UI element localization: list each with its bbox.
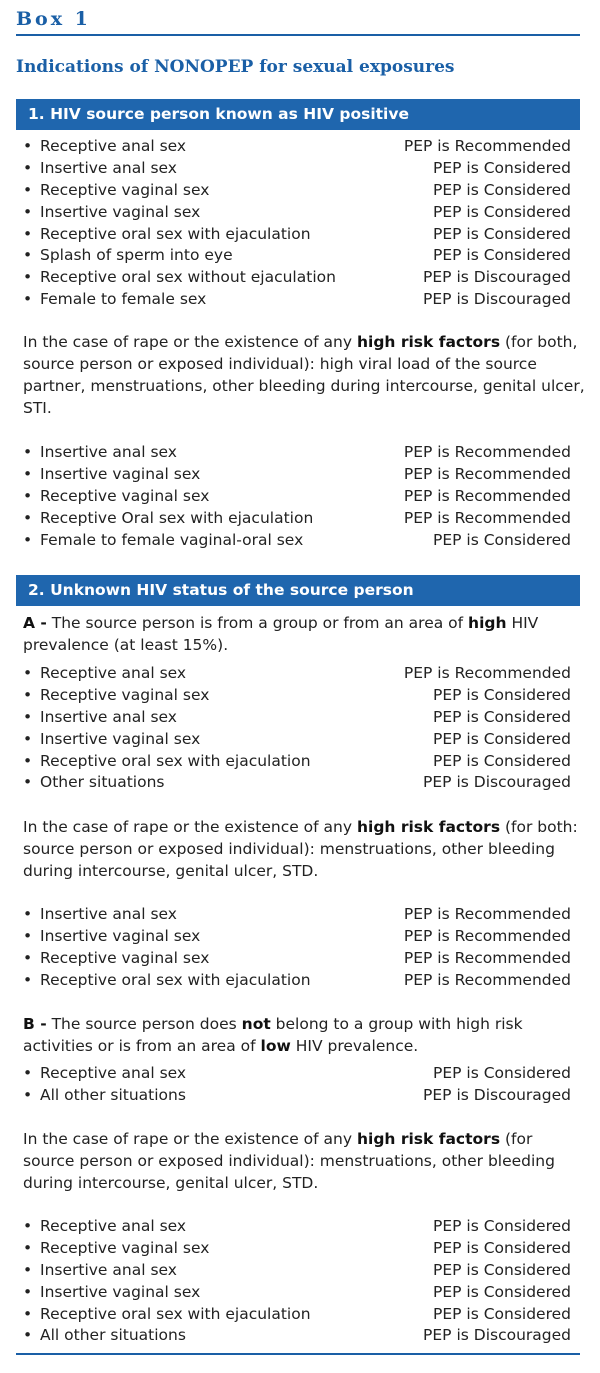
list-item xyxy=(23,1238,571,1260)
list-item xyxy=(23,1325,571,1347)
pep-recommendation: PEP is Discouraged xyxy=(423,1326,571,1345)
para-text: In the case of rape or the existence of any xyxy=(23,1130,357,1148)
item-text: Receptive anal sex xyxy=(40,664,187,682)
item-text: Insertive anal sex xyxy=(40,905,177,923)
bullet-icon: • xyxy=(23,246,33,265)
pep-recommendation: PEP is Considered xyxy=(432,729,571,748)
pep-recommendation: PEP is Considered xyxy=(432,1064,571,1082)
pep-recommendation: PEP is Considered xyxy=(432,202,571,221)
pep-recommendation: PEP is Recommended xyxy=(403,137,571,155)
para-text: belong to a group with high risk activities or is from an area of xyxy=(23,1015,523,1055)
bullet-icon: • xyxy=(23,1238,33,1257)
para-bold: high risk factors xyxy=(356,1130,501,1148)
item-text: All other situations xyxy=(40,1085,186,1104)
para-label: B - xyxy=(23,1015,47,1033)
list-item xyxy=(23,948,571,970)
item-text: Receptive Oral sex with ejaculation xyxy=(40,508,314,527)
item-text: Female to female vaginal-oral sex xyxy=(40,530,304,549)
item-text: Receptive oral sex without ejaculation xyxy=(40,268,336,287)
pep-recommendation: PEP is Recommended xyxy=(403,486,571,505)
bullet-icon: • xyxy=(23,530,33,549)
list-item xyxy=(23,1085,571,1107)
bullet-icon: • xyxy=(23,290,33,309)
pep-recommendation: PEP is Considered xyxy=(432,1217,571,1235)
pep-recommendation: PEP is Discouraged xyxy=(423,290,571,309)
list-item xyxy=(23,530,571,552)
item-text: Receptive oral sex with ejaculation xyxy=(40,224,311,243)
section-1-list-2 xyxy=(23,442,571,551)
bullet-icon: • xyxy=(23,202,33,221)
para-text: (for source person or exposed individual): menstruations, other bleeding during intercourse, genital ulcer, STD. xyxy=(23,1130,555,1192)
list-item xyxy=(23,707,571,729)
bullet-icon: • xyxy=(23,970,33,989)
para-text: HIV prevalence. xyxy=(290,1037,419,1055)
item-text: Receptive oral sex with ejaculation xyxy=(40,970,311,989)
section-2a-list-2 xyxy=(23,904,571,992)
list-item xyxy=(23,486,571,508)
list-item xyxy=(23,685,571,707)
para-bold: high risk factors xyxy=(356,333,501,351)
para-text: The source person does xyxy=(46,1015,242,1033)
bullet-icon: • xyxy=(23,268,33,287)
bottom-rule xyxy=(16,1353,580,1355)
bullet-icon: • xyxy=(23,486,33,505)
bullet-icon: • xyxy=(23,1304,33,1323)
list-item xyxy=(23,729,571,751)
section-1-list-1 xyxy=(23,136,571,311)
para-bold: low xyxy=(260,1037,291,1055)
pep-recommendation: PEP is Recommended xyxy=(403,464,571,483)
list-item xyxy=(23,751,571,773)
list-item xyxy=(23,442,571,464)
bullet-icon: • xyxy=(23,1282,33,1301)
item-text: Other situations xyxy=(40,773,165,792)
pep-recommendation: PEP is Recommended xyxy=(403,443,571,461)
pep-recommendation: PEP is Recommended xyxy=(403,664,571,682)
pep-recommendation: PEP is Considered xyxy=(432,530,571,549)
bullet-icon: • xyxy=(23,948,33,967)
list-item xyxy=(23,1216,571,1238)
para-text: In the case of rape or the existence of any xyxy=(23,333,357,351)
item-text: All other situations xyxy=(40,1326,186,1345)
para-text: (for both: source person or exposed individual): menstruations, other bleeding during intercourse, genital ulcer, STD. xyxy=(23,818,578,880)
pep-recommendation: PEP is Considered xyxy=(432,1238,571,1257)
list-item xyxy=(23,772,571,794)
item-text: Insertive vaginal sex xyxy=(40,729,201,748)
bullet-icon: • xyxy=(23,1085,33,1104)
list-item xyxy=(23,267,571,289)
section-2b-list-1 xyxy=(23,1063,571,1107)
list-item xyxy=(23,1260,571,1282)
bullet-icon: • xyxy=(23,707,33,726)
list-item xyxy=(23,1304,571,1326)
list-item xyxy=(23,1063,571,1085)
bullet-icon: • xyxy=(23,1326,33,1345)
pep-recommendation: PEP is Discouraged xyxy=(423,1085,571,1104)
bullet-icon: • xyxy=(23,224,33,243)
list-item xyxy=(23,158,571,180)
pep-recommendation: PEP is Recommended xyxy=(403,970,571,989)
list-item xyxy=(23,180,571,202)
section-2b-intro xyxy=(23,1013,585,1057)
list-item xyxy=(23,904,571,926)
item-text: Receptive oral sex with ejaculation xyxy=(40,751,311,770)
item-text: Insertive vaginal sex xyxy=(40,464,201,483)
pep-recommendation: PEP is Recommended xyxy=(403,948,571,967)
item-text: Receptive vaginal sex xyxy=(40,685,210,704)
list-item xyxy=(23,926,571,948)
top-rule xyxy=(16,34,580,36)
section-2a-intro xyxy=(23,612,585,656)
item-text: Female to female sex xyxy=(40,290,207,309)
item-text: Insertive anal sex xyxy=(40,1260,177,1279)
list-item xyxy=(23,1282,571,1304)
item-text: Insertive anal sex xyxy=(40,707,177,726)
pep-recommendation: PEP is Considered xyxy=(432,751,571,770)
section-2a-risk-paragraph xyxy=(23,816,585,882)
item-text: Insertive anal sex xyxy=(40,443,177,461)
list-item xyxy=(23,245,571,267)
list-item xyxy=(23,136,571,158)
pep-recommendation: PEP is Recommended xyxy=(403,508,571,527)
pep-recommendation: PEP is Recommended xyxy=(403,926,571,945)
pep-recommendation: PEP is Considered xyxy=(432,180,571,199)
bullet-icon: • xyxy=(23,751,33,770)
para-bold: not xyxy=(241,1015,271,1033)
bullet-icon: • xyxy=(23,1217,33,1235)
bullet-icon: • xyxy=(23,729,33,748)
list-item xyxy=(23,508,571,530)
bullet-icon: • xyxy=(23,664,33,682)
item-text: Receptive anal sex xyxy=(40,1217,187,1235)
item-text: Insertive vaginal sex xyxy=(40,1282,201,1301)
para-bold: high risk factors xyxy=(356,818,501,836)
list-item xyxy=(23,202,571,224)
section-2-header: 2. Unknown HIV status of the source person xyxy=(16,575,580,606)
list-item xyxy=(23,289,571,311)
para-bold: high xyxy=(468,614,507,632)
item-text: Insertive anal sex xyxy=(40,158,177,177)
item-text: Insertive vaginal sex xyxy=(40,202,201,221)
pep-recommendation: PEP is Considered xyxy=(432,1304,571,1323)
para-text: The source person is from a group or from an area of xyxy=(46,614,469,632)
pep-recommendation: PEP is Considered xyxy=(432,246,571,265)
pep-recommendation: PEP is Considered xyxy=(432,707,571,726)
pep-recommendation: PEP is Considered xyxy=(432,685,571,704)
para-label: A - xyxy=(23,614,47,632)
pep-recommendation: PEP is Considered xyxy=(432,1260,571,1279)
pep-recommendation: PEP is Considered xyxy=(432,1282,571,1301)
list-item xyxy=(23,970,571,992)
para-text: In the case of rape or the existence of any xyxy=(23,818,357,836)
item-text: Receptive vaginal sex xyxy=(40,180,210,199)
pep-recommendation: PEP is Recommended xyxy=(403,905,571,923)
section-2a-list-1 xyxy=(23,663,571,794)
item-text: Splash of sperm into eye xyxy=(40,246,233,265)
bullet-icon: • xyxy=(23,1260,33,1279)
bullet-icon: • xyxy=(23,773,33,792)
item-text: Insertive vaginal sex xyxy=(40,926,201,945)
para-text: (for both, source person or exposed individual): high viral load of the source partner, menstruations, other bleeding during intercourse, genital ulcer, STI. xyxy=(23,333,585,417)
list-item xyxy=(23,663,571,685)
bullet-icon: • xyxy=(23,508,33,527)
item-text: Receptive vaginal sex xyxy=(40,948,210,967)
list-item xyxy=(23,224,571,246)
pep-recommendation: PEP is Discouraged xyxy=(423,773,571,792)
box-title: Indications of NONOPEP for sexual exposures xyxy=(16,57,455,77)
item-text: Receptive vaginal sex xyxy=(40,1238,210,1257)
section-1-header: 1. HIV source person known as HIV positive xyxy=(16,99,580,130)
bullet-icon: • xyxy=(23,926,33,945)
bullet-icon: • xyxy=(23,137,33,155)
bullet-icon: • xyxy=(23,158,33,177)
item-text: Receptive vaginal sex xyxy=(40,486,210,505)
section-1-risk-paragraph xyxy=(23,331,585,419)
item-text: Receptive anal sex xyxy=(40,1064,187,1082)
pep-recommendation: PEP is Discouraged xyxy=(423,268,571,287)
list-item xyxy=(23,464,571,486)
box-label: Box 1 xyxy=(16,8,91,30)
bullet-icon: • xyxy=(23,905,33,923)
bullet-icon: • xyxy=(23,685,33,704)
pep-recommendation: PEP is Considered xyxy=(432,224,571,243)
pep-recommendation: PEP is Considered xyxy=(432,158,571,177)
section-2b-risk-paragraph xyxy=(23,1128,585,1194)
bullet-icon: • xyxy=(23,443,33,461)
item-text: Receptive oral sex with ejaculation xyxy=(40,1304,311,1323)
item-text: Receptive anal sex xyxy=(40,137,187,155)
section-2b-list-2 xyxy=(23,1216,571,1347)
bullet-icon: • xyxy=(23,180,33,199)
bullet-icon: • xyxy=(23,464,33,483)
bullet-icon: • xyxy=(23,1064,33,1082)
para-text: HIV prevalence (at least 15%). xyxy=(23,614,539,654)
